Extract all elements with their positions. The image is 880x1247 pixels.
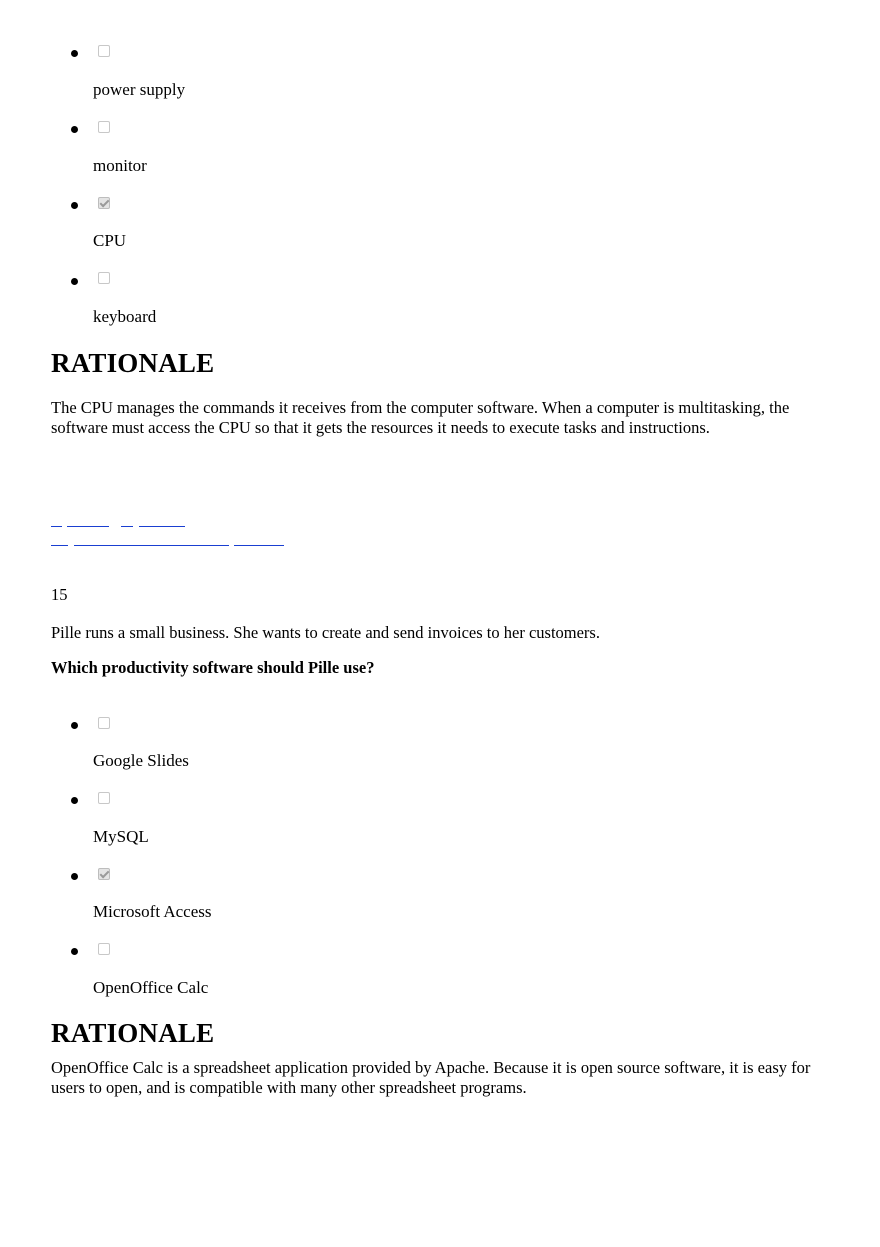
option-checkbox[interactable] [98, 121, 110, 133]
bullet-icon [71, 50, 78, 57]
nav-link[interactable] [51, 545, 68, 546]
nav-link[interactable] [121, 526, 133, 527]
bullet-icon [71, 873, 78, 880]
rationale-heading: RATIONALE [51, 348, 215, 378]
option-checkbox[interactable] [98, 45, 110, 57]
rationale-text: The CPU manages the commands it receives from the computer software. When a computer is multitasking, the software must access the CPU so that it gets the resources it needs to execute tasks and instructions. [51, 398, 790, 437]
nav-link[interactable] [74, 545, 229, 546]
option-label: CPU [93, 231, 127, 250]
option-label: MySQL [93, 827, 149, 846]
option-checkbox-checked[interactable] [98, 197, 110, 209]
bullet-icon [71, 948, 78, 955]
rationale-heading: RATIONALE [51, 1018, 215, 1048]
nav-link[interactable] [139, 526, 185, 527]
option-checkbox-checked[interactable] [98, 868, 110, 880]
option-checkbox[interactable] [98, 717, 110, 729]
question-number: 15 [51, 585, 68, 604]
bullet-icon [71, 126, 78, 133]
option-label: monitor [93, 156, 147, 175]
option-checkbox[interactable] [98, 943, 110, 955]
nav-link[interactable] [51, 526, 62, 527]
option-label: keyboard [93, 307, 157, 326]
rationale-text: OpenOffice Calc is a spreadsheet application provided by Apache. Because it is open source software, it is easy for users to open, and is compatible with many other spreadsheet programs. [51, 1058, 811, 1097]
question-scenario: Pille runs a small business. She wants to create and send invoices to her customers. [51, 623, 600, 642]
option-label: Google Slides [93, 751, 189, 770]
option-label: power supply [93, 80, 186, 99]
option-label: Microsoft Access [93, 902, 212, 921]
option-checkbox[interactable] [98, 272, 110, 284]
bullet-icon [71, 722, 78, 729]
bullet-icon [71, 202, 78, 209]
option-checkbox[interactable] [98, 792, 110, 804]
question-prompt: Which productivity software should Pille use? [51, 658, 375, 677]
option-label: OpenOffice Calc [93, 978, 209, 997]
nav-link[interactable] [67, 526, 109, 527]
nav-link[interactable] [234, 545, 284, 546]
bullet-icon [71, 797, 78, 804]
bullet-icon [71, 278, 78, 285]
